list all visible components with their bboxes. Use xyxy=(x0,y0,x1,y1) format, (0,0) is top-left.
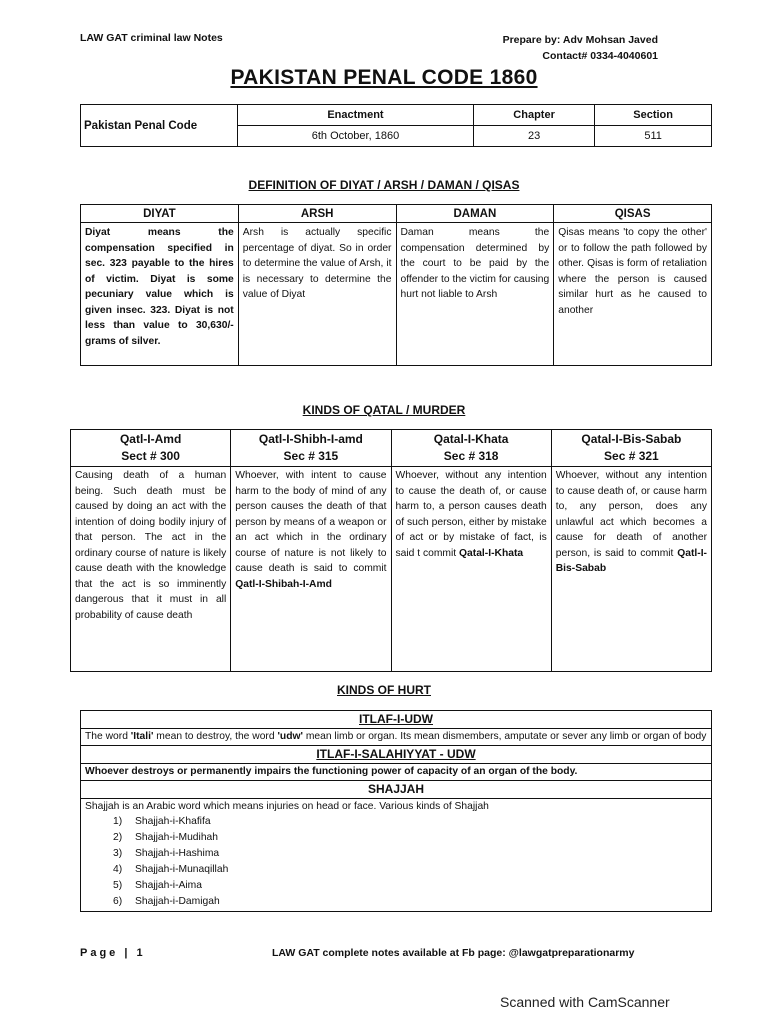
qatal-table xyxy=(70,429,712,672)
list-item xyxy=(85,862,707,878)
shajjah-intro: Shajjah is an Arabic word which means injuries on head or face. Various kinds of Shajjah xyxy=(85,800,489,812)
col-sec: Sec # 315 xyxy=(283,449,339,463)
qatal-khata-text xyxy=(391,467,551,672)
section-header: Section xyxy=(595,105,712,126)
itlaf-text xyxy=(81,728,712,746)
itlaf-term-2: 'udw' xyxy=(277,730,303,742)
shajjah-title: SHAJJAH xyxy=(81,781,712,799)
item-num: 6) xyxy=(113,896,123,907)
qatal-bis-sabab-header xyxy=(551,430,711,467)
code-label: Pakistan Penal Code xyxy=(81,105,238,147)
footer-note: LAW GAT complete notes available at Fb page: @lawgatpreparationarmy xyxy=(272,947,635,959)
hurt-table xyxy=(80,710,712,912)
chapter-value: 23 xyxy=(473,126,594,147)
shajjah-body xyxy=(81,798,712,912)
item-name: Shajjah-i-Damigah xyxy=(135,896,220,907)
item-num: 3) xyxy=(113,848,123,859)
section-value: 511 xyxy=(595,126,712,147)
qatal-khata-header xyxy=(391,430,551,467)
prepared-by: Prepare by: Adv Mohsan Javed xyxy=(502,34,658,46)
qatl-shibh-amd-header xyxy=(231,430,391,467)
item-num: 2) xyxy=(113,832,123,843)
qatal-heading: KINDS OF QATAL / MURDER xyxy=(302,403,466,417)
list-item xyxy=(85,894,707,910)
itlaf-mid: mean to destroy, the word xyxy=(153,730,278,742)
cell-bold: Qatl-I-Shibah-I-Amd xyxy=(235,578,332,590)
shajjah-list xyxy=(85,814,707,910)
qisas-definition: Qisas means 'to copy the other' or to follow the path followed by other. Qisas is form of retaliation where the person is caused similar hurt as he caused to another xyxy=(554,223,712,366)
col-name: Qatal-I-Khata xyxy=(433,432,509,446)
diyat-header: DIYAT xyxy=(81,205,239,223)
cell-text: Causing death of a human being. Such death must be caused by doing an act with the intention of doing bodily injury of that person. The act in the ordinary course of nature is likely cause death with the knowledge that the act is so imminently dangerous that it must in all probability of cause death xyxy=(75,470,227,621)
diyat-definition: Diyat means the compensation specified in sec. 323 payable to the hires of victim. Diyat is some pecuniary value which is given insec. 323. Diyat is not less than value to 30,630/- grams of silver. xyxy=(81,223,239,366)
cell-text: Whoever, with intent to cause harm to the body of mind of any person causes the death of that person by means of a weapon or an act which in the ordinary course of nature is not likely to cause death is said to commit xyxy=(235,470,387,574)
itlaf-pre: The word xyxy=(85,730,131,742)
cell-text: Whoever, without any intention to cause death of, or cause harm to, any person, does any unlawful act which becomes a cause for death of another person, is said to commit xyxy=(555,470,707,559)
col-name: Qatl-I-Amd xyxy=(119,432,182,446)
header-right xyxy=(503,32,658,64)
salahiyyat-title xyxy=(81,746,712,764)
cell-text: Whoever, without any intention to cause the death of, or cause harm to, a person causes death of such person, either by mistake of act or by mistake of fact, is said t commit xyxy=(395,470,547,559)
itlaf-title xyxy=(81,711,712,729)
item-name: Shajjah-i-Mudihah xyxy=(135,832,218,843)
salahiyyat-text: Whoever destroys or permanently impairs the functioning power of capacity of an organ of the body. xyxy=(81,763,712,781)
cell-bold: Qatl-I-Bis-Sabab xyxy=(555,547,707,574)
page-number: Page | 1 xyxy=(80,947,146,959)
enactment-header: Enactment xyxy=(238,105,474,126)
qatl-amd-header xyxy=(71,430,231,467)
itlaf-term-1: 'Itali' xyxy=(130,730,154,742)
page-title: PAKISTAN PENAL CODE 1860 xyxy=(230,66,538,89)
item-name: Shajjah-i-Khafifa xyxy=(135,816,211,827)
col-sec: Sec # 318 xyxy=(443,449,499,463)
contact: Contact# 0334-4040601 xyxy=(542,50,658,62)
item-num: 1) xyxy=(113,816,123,827)
header-left: LAW GAT criminal law Notes xyxy=(80,32,223,44)
list-item xyxy=(85,814,707,830)
arsh-definition: Arsh is actually specific percentage of diyat. So in order to determine the value of Arsh, it is necessary to determine the value of Diyat xyxy=(238,223,396,366)
item-num: 4) xyxy=(113,864,123,875)
daman-header: DAMAN xyxy=(396,205,554,223)
col-name: Qatl-I-Shibh-I-amd xyxy=(258,432,363,446)
itlaf-post: mean limb or organ. Its mean dismembers, amputate or sever any limb or organ of body xyxy=(302,730,707,742)
list-item xyxy=(85,846,707,862)
chapter-header: Chapter xyxy=(473,105,594,126)
qatl-shibh-amd-text xyxy=(231,467,391,672)
list-item xyxy=(85,830,707,846)
col-sec: Sect # 300 xyxy=(121,449,180,463)
definitions-table xyxy=(80,204,712,366)
itlaf-title-text: ITLAF-I-UDW xyxy=(359,712,433,726)
daman-definition: Daman means the compensation determined by the court to be paid by the offender to the victim for causing hurt not liable to Arsh xyxy=(396,223,554,366)
qisas-header: QISAS xyxy=(554,205,712,223)
item-name: Shajjah-i-Hashima xyxy=(135,848,220,859)
definitions-heading: DEFINITION OF DIYAT / ARSH / DAMAN / QISAS xyxy=(248,178,520,192)
col-sec: Sec # 321 xyxy=(604,449,659,463)
hurt-heading: KINDS OF HURT xyxy=(337,683,431,697)
item-name: Shajjah-i-Aima xyxy=(135,880,202,891)
code-table xyxy=(80,104,712,147)
enactment-value: 6th October, 1860 xyxy=(238,126,474,147)
col-name: Qatal-I-Bis-Sabab xyxy=(581,432,682,446)
item-num: 5) xyxy=(113,880,123,891)
arsh-header: ARSH xyxy=(238,205,396,223)
salahiyyat-title-text: ITLAF-I-SALAHIYYAT - UDW xyxy=(316,747,476,761)
item-name: Shajjah-i-Munaqillah xyxy=(135,864,229,875)
cell-bold: Qatal-I-Khata xyxy=(459,547,524,559)
scanner-watermark: Scanned with CamScanner xyxy=(500,994,670,1010)
list-item xyxy=(85,878,707,894)
qatl-amd-text xyxy=(71,467,231,672)
qatal-bis-sabab-text xyxy=(551,467,711,672)
